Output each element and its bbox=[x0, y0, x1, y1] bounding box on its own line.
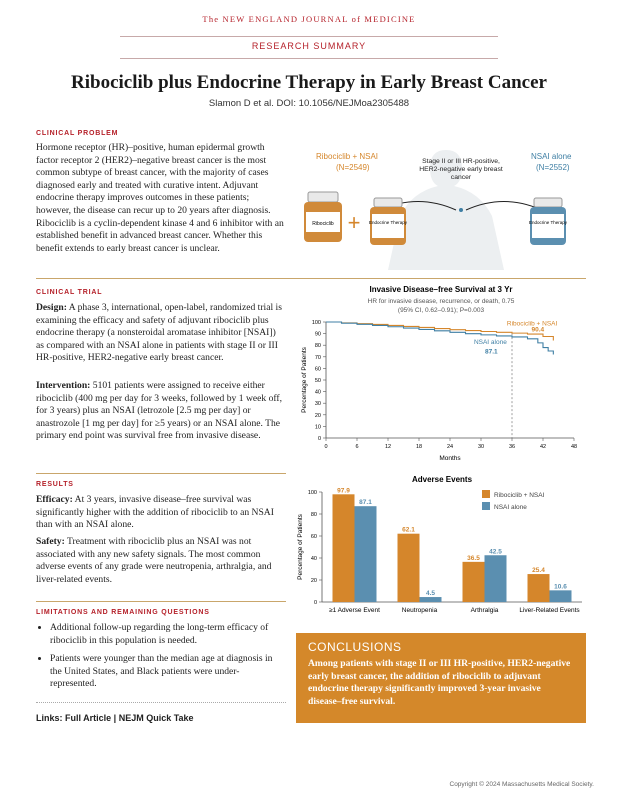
chart-title: Invasive Disease–free Survival at 3 Yr bbox=[369, 285, 513, 294]
intervention-label: Intervention: bbox=[36, 380, 91, 391]
value-label-nsai: 87.1 bbox=[485, 348, 498, 356]
y-tick-label: 0 bbox=[317, 436, 321, 442]
safety-text: Treatment with ribociclib plus an NSAI was not associated with any new safety signals. The most common adverse events of any grade were neutropenia, arthralgia, and liver-related events. bbox=[36, 536, 272, 585]
bottle-ribociclib-label: Ribociclib bbox=[312, 221, 334, 227]
design-label: Design: bbox=[36, 302, 67, 313]
series-label-ribociclib: Ribociclib + NSAI bbox=[506, 320, 558, 328]
x-tick-label: 0 bbox=[324, 444, 328, 450]
origin-dot bbox=[459, 208, 463, 212]
intervention-text: 5101 patients were assigned to receive either ribociclib (400 mg per day for 3 weeks, followed by 1 week off, for 3 years) plus an NSAI (letrozole [2.5 mg per day] or anastrozole [1 mg per day] for ≥5 years) or an NSAI alone. The primary end point was survival free from invasive disease. bbox=[36, 380, 282, 442]
clinical-problem-heading: CLINICAL PROBLEM bbox=[36, 130, 119, 137]
bar-value-label: 42.5 bbox=[489, 548, 502, 556]
bar-value-label: 36.5 bbox=[467, 554, 480, 562]
safety-paragraph bbox=[36, 536, 284, 586]
y-tick-label: 90 bbox=[314, 331, 321, 338]
limitation-item: • Additional follow-up regarding the long-term efficacy of ribociclib in this population is needed. bbox=[50, 622, 286, 647]
design-text: A phase 3, international, open-label, randomized trial is examining the efficacy and safety of adjuvant ribociclib plus endocrine therapy (a nonsteroidal aromatase inhibitor [NSAI]) as compared with an NSAI alone in patients with stage II or III HR-positive, HER2-negative early breast cancer. bbox=[36, 302, 282, 364]
category-label: ≥1 Adverse Event bbox=[329, 607, 380, 614]
x-tick-label: 24 bbox=[446, 444, 454, 450]
page-title: Ribociclib plus Endocrine Therapy in Early Breast Cancer bbox=[71, 72, 547, 93]
y-tick-label: 20 bbox=[314, 412, 321, 419]
population-text: Stage II or III HR-positive, HER2-negative early breast cancer bbox=[419, 158, 503, 182]
bar-ribociclib bbox=[528, 574, 550, 602]
clinical-problem-text: Hormone receptor (HR)–positive, human epidermal growth factor receptor 2 (HER2)–negative breast cancer is the most common subtype of breast cancer, with the majority of cases diagnosed early and treated with curative intent. Adjuvant endocrine therapy improves outcomes in these patients; however, the disease can recur up to 20 years after diagnosis. Ribociclib is a cyclin-dependent kinase 4 and 6 inhibitor with an established benefit in advanced breast cancer. Whether this benefit extends to early breast cancer is unclear. bbox=[36, 142, 284, 254]
limitation-item: • Patients were younger than the median age at diagnosis in the United States, and Black patients were under-represented. bbox=[50, 653, 286, 691]
arm2-label: NSAI alone bbox=[531, 152, 572, 161]
chart-title: Adverse Events bbox=[411, 475, 473, 484]
legend-swatch bbox=[482, 502, 490, 510]
authors-doi: Slamon D et al. DOI: 10.1056/NEJMoa2305488 bbox=[208, 98, 410, 109]
journal-name: The NEW ENGLAND JOURNAL of MEDICINE bbox=[202, 14, 416, 24]
bar-value-label: 25.4 bbox=[532, 567, 545, 575]
y-tick-label: 40 bbox=[314, 389, 321, 396]
y-tick-label: 60 bbox=[310, 534, 317, 540]
efficacy-paragraph bbox=[36, 494, 284, 532]
y-axis-label: Percentage of Patients bbox=[301, 347, 308, 413]
divider-dotted bbox=[36, 702, 286, 703]
results-heading: RESULTS bbox=[36, 481, 74, 488]
chart-subtitle-2: (95% CI, 0.62–0.91); P=0.003 bbox=[397, 307, 485, 314]
banner: RESEARCH SUMMARY bbox=[251, 41, 367, 51]
bar-nsai bbox=[485, 555, 507, 602]
adverse-events-chart-svg bbox=[292, 474, 588, 624]
limitations-list bbox=[36, 622, 286, 697]
x-tick-label: 30 bbox=[477, 444, 485, 450]
y-tick-label: 0 bbox=[313, 600, 317, 606]
value-label-ribociclib: 90.4 bbox=[531, 326, 545, 334]
efficacy-label: Efficacy: bbox=[36, 494, 73, 505]
bottle-endocrine-2-label: Endocrine Therapy bbox=[529, 220, 567, 225]
divider-3 bbox=[36, 601, 286, 602]
y-tick-label: 60 bbox=[314, 366, 321, 373]
limitations-heading: LIMITATIONS AND REMAINING QUESTIONS bbox=[36, 609, 210, 616]
bar-nsai bbox=[420, 597, 442, 602]
bar-ribociclib bbox=[398, 534, 420, 602]
x-tick-label: 6 bbox=[355, 444, 359, 450]
y-tick-label: 100 bbox=[311, 320, 321, 326]
legend-swatch bbox=[482, 490, 490, 498]
design-paragraph bbox=[36, 302, 284, 365]
arm2-n: (N=2552) bbox=[536, 163, 570, 172]
legend-label: NSAI alone bbox=[494, 504, 527, 511]
bottle-endocrine-1-label: Endocrine Therapy bbox=[369, 220, 407, 225]
x-tick-label: 18 bbox=[415, 444, 423, 450]
arm1-label: Ribociclib + NSAI bbox=[316, 152, 379, 161]
safety-label: Safety: bbox=[36, 536, 65, 547]
y-tick-label: 50 bbox=[314, 378, 321, 384]
survival-chart bbox=[296, 282, 586, 468]
y-tick-label: 30 bbox=[314, 401, 321, 408]
y-tick-label: 40 bbox=[310, 556, 317, 562]
efficacy-text: At 3 years, invasive disease–free survival was significantly higher with the addition of ribociclib to an NSAI than with an NSAI alone. bbox=[36, 494, 274, 531]
y-tick-label: 80 bbox=[314, 343, 321, 350]
y-tick-label: 70 bbox=[314, 354, 321, 361]
bar-ribociclib bbox=[333, 494, 355, 602]
chart-subtitle-1: HR for invasive disease, recurrence, or death, 0.75 bbox=[367, 298, 515, 305]
category-label: Liver-Related Events bbox=[519, 607, 580, 614]
y-tick-label: 80 bbox=[310, 512, 317, 518]
divider-2 bbox=[36, 473, 286, 474]
x-tick-label: 36 bbox=[508, 444, 516, 450]
copyright: Copyright © 2024 Massachusetts Medical Society. bbox=[449, 781, 594, 788]
legend-label: Ribociclib + NSAI bbox=[494, 492, 545, 499]
divider-1 bbox=[36, 278, 586, 279]
clinical-trial-heading: CLINICAL TRIAL bbox=[36, 289, 103, 296]
bottle-ribociclib bbox=[304, 192, 342, 242]
bar-value-label: 87.1 bbox=[359, 499, 372, 507]
y-tick-label: 10 bbox=[314, 424, 321, 431]
conclusions-heading: CONCLUSIONS bbox=[308, 640, 402, 654]
y-axis-label: Percentage of Patients bbox=[297, 514, 304, 580]
x-tick-label: 12 bbox=[384, 444, 392, 450]
plus-sign: + bbox=[347, 210, 361, 235]
intervention-paragraph bbox=[36, 380, 284, 443]
bar-nsai bbox=[550, 590, 572, 602]
category-label: Neutropenia bbox=[401, 607, 438, 614]
links-line[interactable]: Links: Full Article | NEJM Quick Take bbox=[36, 713, 194, 723]
design-figure-svg bbox=[296, 130, 586, 270]
design-figure bbox=[296, 130, 586, 270]
bar-value-label: 62.1 bbox=[402, 526, 415, 534]
arm1-n: (N=2549) bbox=[336, 163, 370, 172]
bar-value-label: 97.9 bbox=[337, 487, 350, 495]
banner-rule-top bbox=[120, 36, 498, 37]
adverse-events-chart bbox=[292, 474, 588, 624]
bar-nsai bbox=[355, 506, 377, 602]
x-tick-label: 42 bbox=[539, 444, 547, 450]
conclusions-box bbox=[296, 633, 586, 723]
y-tick-label: 20 bbox=[310, 578, 317, 584]
survival-chart-svg bbox=[296, 282, 586, 468]
x-axis-label: Months bbox=[439, 455, 461, 462]
bar-ribociclib bbox=[463, 562, 485, 602]
bar-value-label: 4.5 bbox=[425, 590, 436, 598]
series-label-nsai: NSAI alone bbox=[473, 339, 507, 347]
y-tick-label: 100 bbox=[307, 490, 317, 496]
conclusions-text: Among patients with stage II or III HR-positive, HER2-negative early breast cancer, the addition of ribociclib to adjuvant endocrine therapy significantly improved 3-year invasive disease–free survival. bbox=[308, 658, 571, 707]
category-label: Arthralgia bbox=[470, 607, 499, 614]
x-tick-label: 48 bbox=[570, 444, 578, 450]
bar-value-label: 10.6 bbox=[554, 583, 567, 591]
banner-rule-bottom bbox=[120, 58, 498, 59]
